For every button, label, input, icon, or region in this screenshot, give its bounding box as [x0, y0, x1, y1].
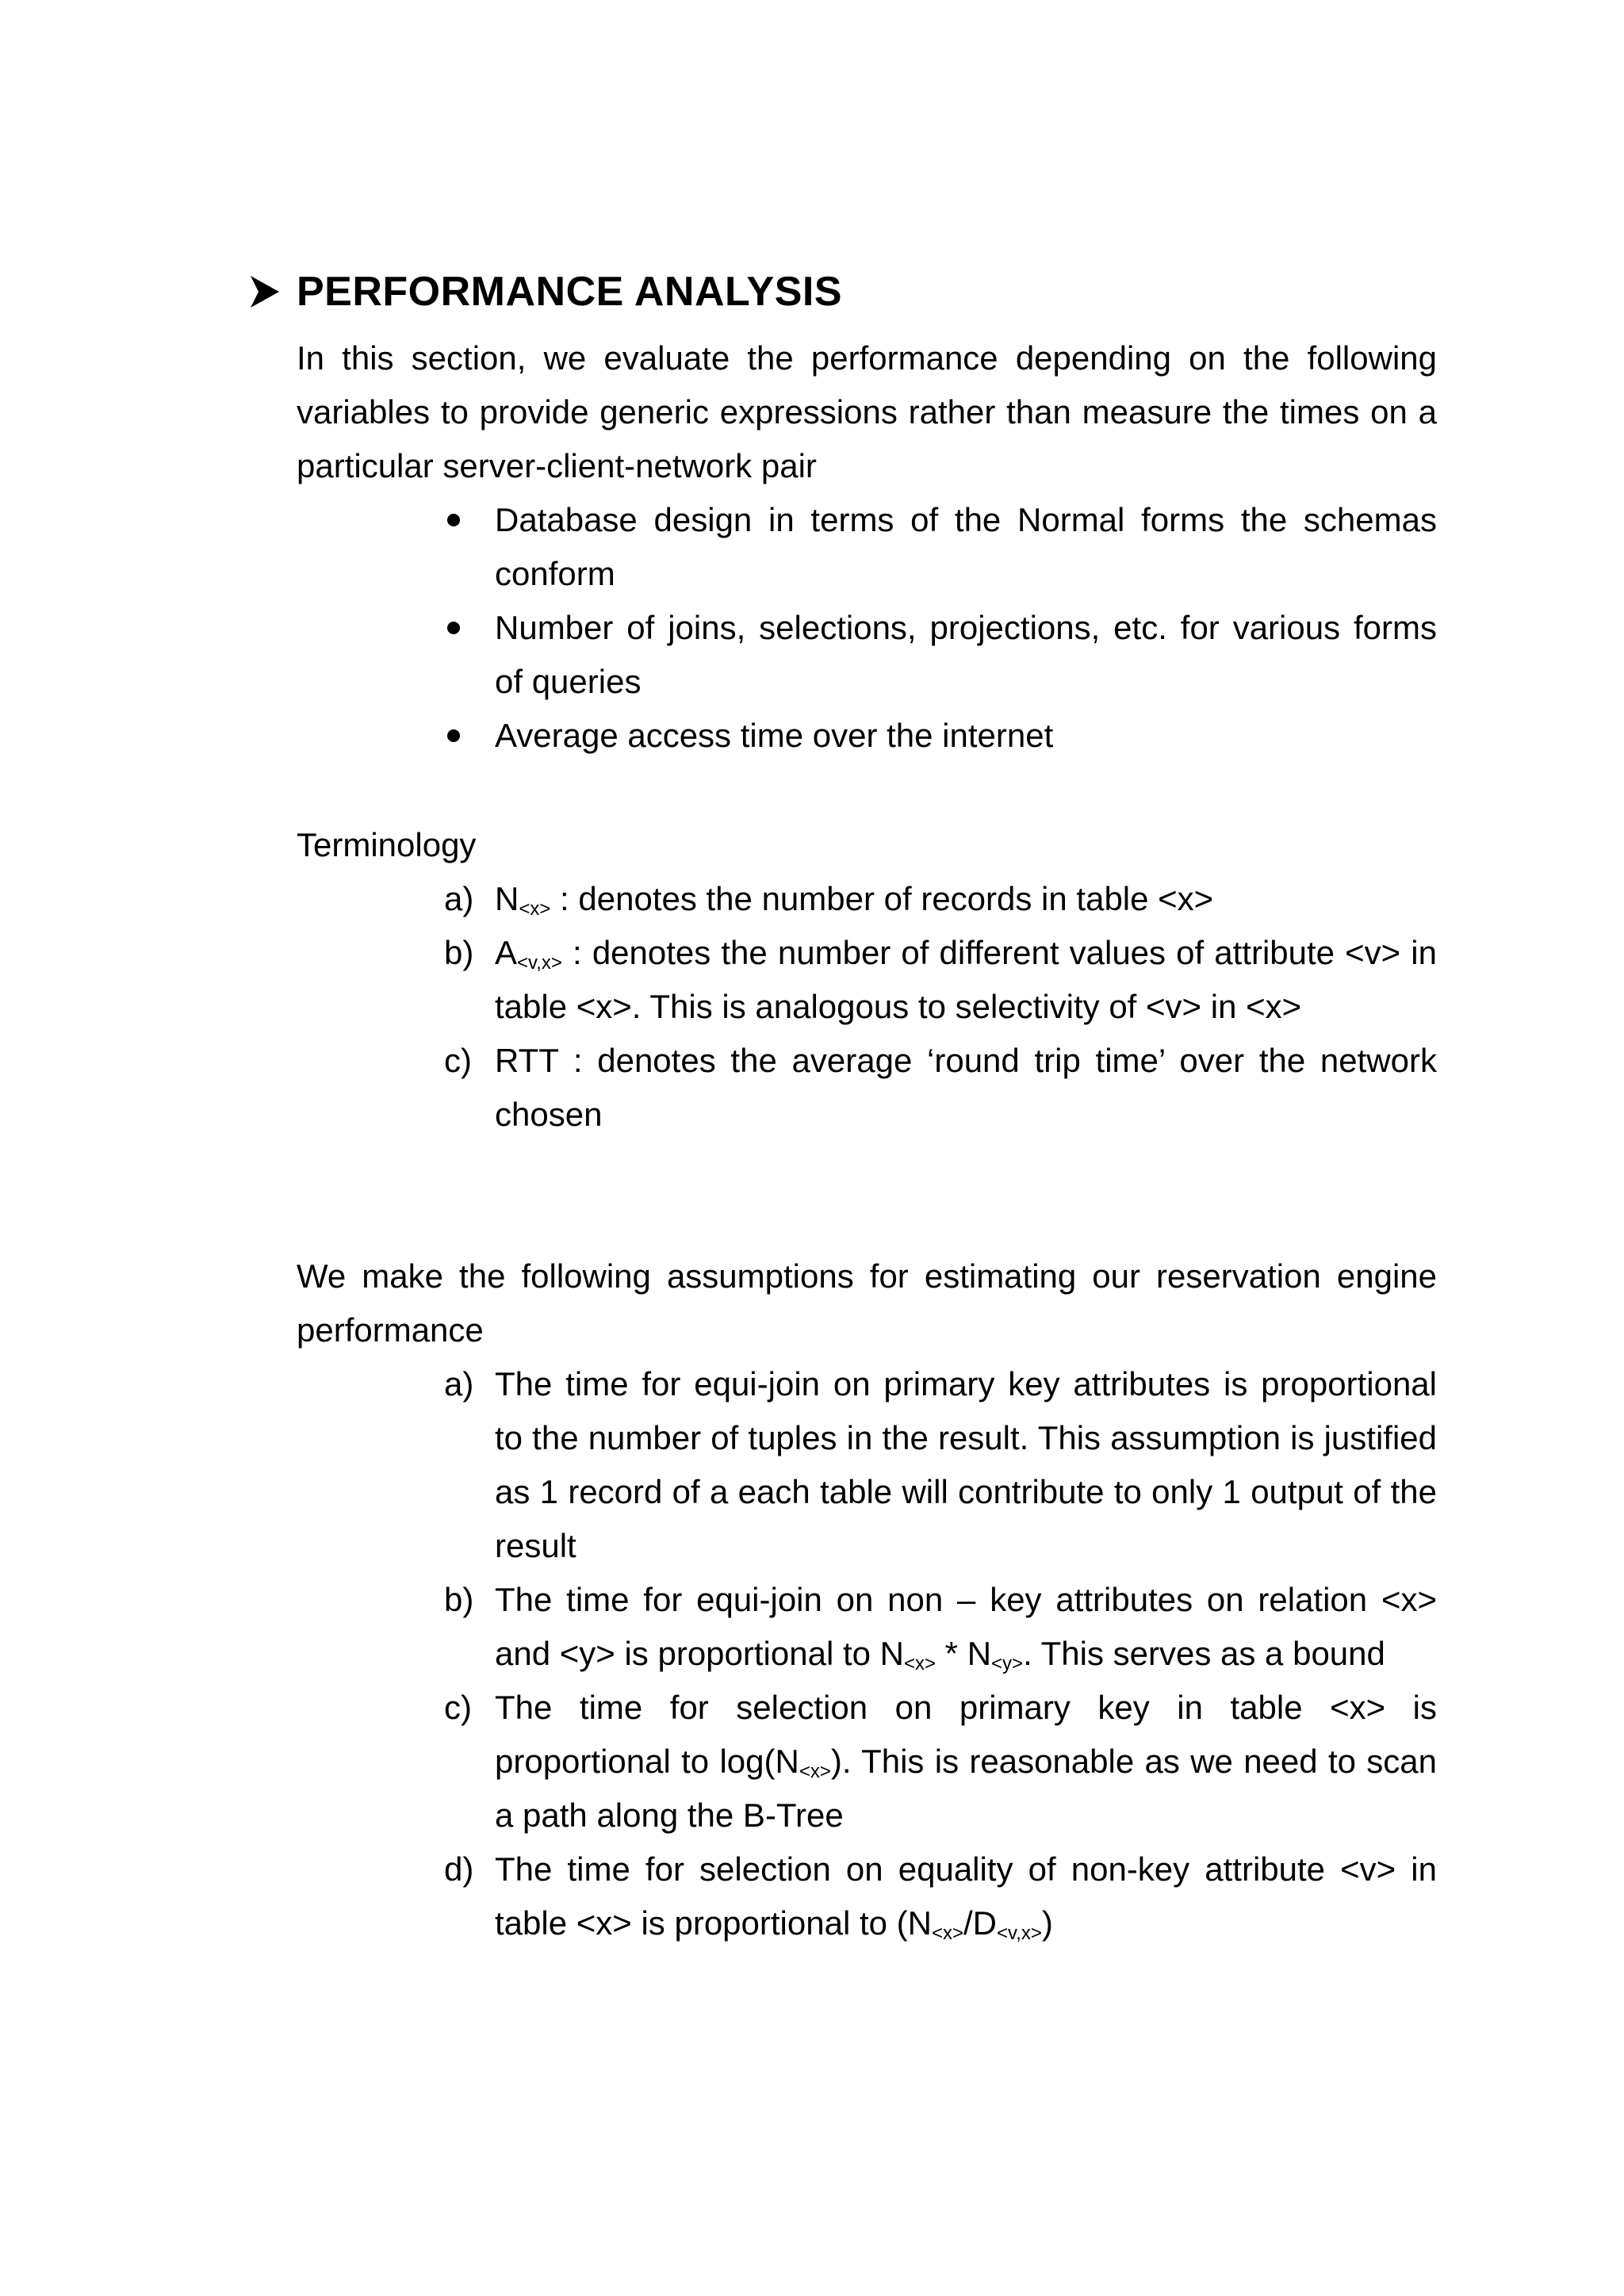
list-item-text: The time for selection on equality of non-key attribute <v> in table <x> is proportional to (N [495, 1850, 1437, 1942]
terminology-list [444, 872, 1437, 1142]
list-item-text: ) [1041, 1904, 1053, 1942]
subscript: <x> [519, 898, 551, 920]
list-item [444, 1034, 1437, 1142]
bullet-dot [447, 622, 460, 634]
list-item-text: The time for equi-join on primary key attributes is proportional to the number of tuples in the result. This assumption is justified as 1 record of a each table will contribute to only 1 output of the result [495, 1365, 1437, 1564]
list-item [444, 1843, 1437, 1950]
list-marker: a) [444, 1365, 474, 1402]
list-marker: c) [444, 1689, 472, 1726]
assumptions-intro-block [297, 1249, 1437, 1357]
intro-paragraph: In this section, we evaluate the performance depending on the following variables to provide generic expressions rather than measure the times on a particular server-client-network pair [297, 339, 1437, 484]
list-item [495, 601, 1437, 709]
list-item-text: ). This is reasonable as we need to scan a path along the B-Tree [495, 1743, 1438, 1834]
list-item-text: RTT : denotes the average ‘round trip time’ over the network chosen [495, 1042, 1437, 1133]
list-marker: b) [444, 934, 474, 971]
symbol: N [495, 880, 519, 917]
symbol: A [495, 934, 518, 971]
list-item-text: : denotes the number of records in table <x> [550, 880, 1214, 917]
list-item [444, 926, 1437, 1034]
list-item-text: Database design in terms of the Normal forms the schemas conform [495, 501, 1437, 592]
list-item-text: * N [936, 1635, 992, 1672]
list-marker: b) [444, 1581, 474, 1618]
list-item [444, 1357, 1437, 1573]
arrowhead-bullet-icon [249, 274, 281, 309]
assumptions-list [444, 1357, 1438, 1950]
variables-list [495, 493, 1437, 763]
bullet-dot [447, 514, 460, 526]
bullet-dot [447, 729, 460, 742]
list-marker: a) [444, 880, 474, 917]
list-marker: d) [444, 1850, 474, 1888]
list-item-text: Number of joins, selections, projections, etc. for various forms of queries [495, 609, 1437, 700]
list-item-text: The time for selection on primary key in table <x> is proportional to log(N [495, 1689, 1437, 1780]
list-item [444, 1573, 1437, 1681]
list-item-text: Average access time over the internet [495, 717, 1054, 754]
list-marker: c) [444, 1042, 472, 1079]
list-item [444, 1681, 1438, 1843]
section-heading [249, 268, 842, 316]
list-item [495, 493, 1437, 601]
subscript: <x> [903, 1653, 936, 1674]
subscript: <v,x> [997, 1923, 1042, 1944]
list-item [495, 709, 1437, 763]
intro-paragraph-block [297, 331, 1437, 493]
list-item [444, 872, 1437, 926]
subscript: <y> [991, 1653, 1024, 1674]
list-item-text: The time for equi-join on non – key attributes on relation <x> and <y> is proportional to N [495, 1581, 1437, 1672]
list-item-text: : denotes the number of different values of attribute <v> in table <x>. This is analogous to selectivity of <v> in <x> [495, 934, 1437, 1025]
terminology-heading: Terminology [297, 826, 477, 863]
list-item-text: . This serves as a bound [1023, 1635, 1385, 1672]
assumptions-intro: We make the following assumptions for estimating our reservation engine performance [297, 1257, 1437, 1349]
subscript: <v,x> [517, 952, 562, 974]
section-title: PERFORMANCE ANALYSIS [297, 269, 843, 315]
list-item-text: /D [963, 1904, 997, 1942]
terminology-heading-block [297, 818, 1437, 872]
subscript: <x> [931, 1923, 963, 1944]
subscript: <x> [799, 1761, 831, 1782]
